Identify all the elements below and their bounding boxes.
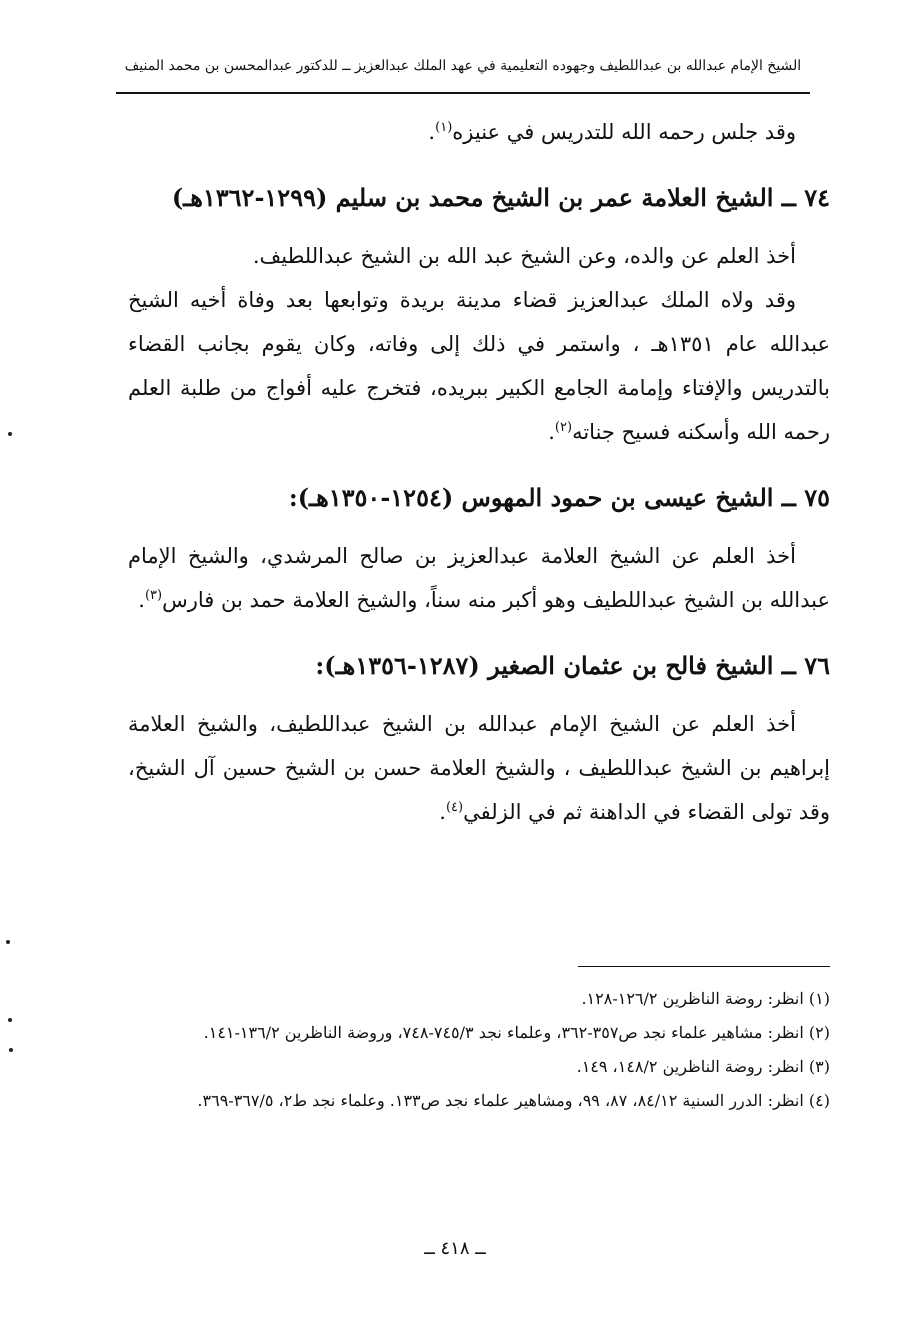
footnote-ref: (٣) [144,588,163,603]
paragraph-end: . [138,588,145,612]
page-body [128,110,830,834]
footnote-rule [578,966,830,967]
intro-end: . [428,120,436,144]
scan-speck [8,432,12,436]
paragraph-text: أخذ العلم عن الشيخ العلامة عبدالعزيز بن صالح المرشدي، والشيخ الإمام عبدالله بن الشيخ عبداللطيف وهو أكبر منه سناً، والشيخ العلامة حمد بن فارس [128,544,830,612]
paragraph-text: أخذ العلم عن الشيخ الإمام عبدالله بن الشيخ عبداللطيف، والشيخ العلامة إبراهيم بن الشيخ عبداللطيف ، والشيخ العلامة حسن بن الشيخ حسين آل الشيخ، وقد تولى القضاء في الداهنة ثم في الزلفي [128,712,830,824]
header-rule [116,92,810,94]
paragraph-text: وقد ولاه الملك عبدالعزيز قضاء مدينة بريدة وتوابعها بعد وفاة أخيه الشيخ عبدالله عام ١٣٥١هـ ، واستمر في ذلك إلى وفاته، وكان يقوم بجانب القضاء بالتدريس والإفتاء وإمامة الجامع الكبير ببريده، فتخرج عليه أفواج من طلبة العلم رحمه الله وأسكنه فسيح جناته [128,288,830,444]
footnote-2: (٢) انظر: مشاهير علماء نجد ص٣٥٧-٣٦٢، وعلماء نجد ٧٤٥/٣-٧٤٨، وروضة الناظرين ١٣٦/٢-١٤١. [203,1023,830,1042]
scan-speck [8,1018,12,1022]
footnote-ref: (١) [435,120,453,135]
scan-speck [6,940,10,944]
footnote-ref: (٢) [554,420,573,435]
paragraph-text: أخذ العلم عن والده، وعن الشيخ عبد الله بن الشيخ عبداللطيف. [252,244,796,268]
entry-76-paragraph [128,702,830,834]
scan-speck [9,1048,13,1052]
paragraph-end: . [439,800,446,824]
footnote-ref: (٤) [445,800,464,815]
footnote-4: (٤) انظر: الدرر السنية ٨٤/١٢، ٨٧، ٩٩، ومشاهير علماء نجد ص١٣٣. وعلماء نجد ط٢، ٣٦٧/٥-٣٦٩. [197,1091,830,1110]
entry-74-paragraph-1 [128,234,830,278]
entry-75-paragraph [128,534,830,622]
entry-75-heading: ٧٥ ــ الشيخ عيسى بن حمود المهوس (١٢٥٤-١٣٥٠هـ): [288,483,830,512]
entry-74-paragraph-2 [128,278,830,454]
page-number: ــ ٤١٨ ــ [424,1238,486,1259]
intro-paragraph [128,110,830,154]
running-head: الشيخ الإمام عبدالله بن عبداللطيف وجهوده التعليمية في عهد الملك عبدالعزيز ــ للدكتور عبدالمحسن بن محمد المنيف [124,58,802,74]
footnote-1: (١) انظر: روضة الناظرين ١٢٦/٢-١٢٨. [581,989,830,1008]
footnotes [128,982,830,1118]
entry-74-heading: ٧٤ ــ الشيخ العلامة عمر بن الشيخ محمد بن سليم (١٢٩٩-١٣٦٢هـ) [171,183,830,212]
entry-76-heading: ٧٦ ــ الشيخ فالح بن عثمان الصغير (١٢٨٧-١٣٥٦هـ): [315,651,830,680]
paragraph-end: . [548,420,555,444]
intro-text: وقد جلس رحمه الله للتدريس في عنيزه [452,120,796,144]
footnote-3: (٣) انظر: روضة الناظرين ١٤٨/٢، ١٤٩. [576,1057,830,1076]
